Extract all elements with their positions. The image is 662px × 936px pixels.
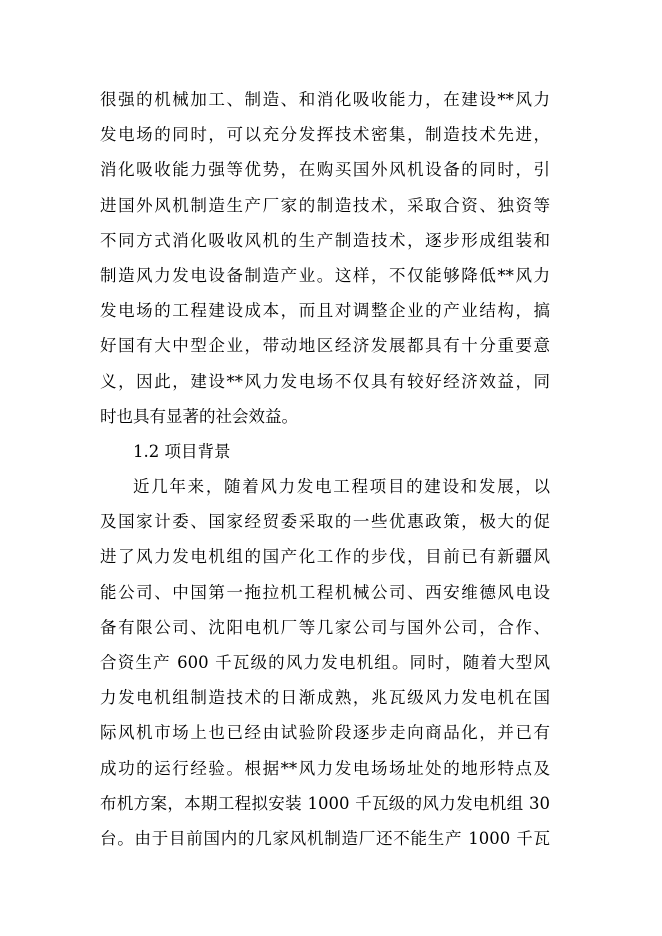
paragraph-1-line-5: 不同方式消化吸收风机的生产制造技术，逐步形成组装和: [100, 230, 550, 250]
paragraph-2-line-9: 成功的运行经验。根据**风力发电场场址处的地形特点及: [100, 758, 550, 778]
paragraph-2-line-6: 合资生产 600 千瓦级的风力发电机组。同时，随着大型风: [100, 653, 550, 672]
paragraph-2-line-10: 布机方案，本期工程拟安装 1000 千瓦级的风力发电机组 30: [100, 793, 550, 813]
section-heading: 1.2 项目背景: [133, 441, 231, 461]
paragraph-2-line-4: 能公司、中国第一拖拉机工程机械公司、西安维德风电设: [100, 582, 550, 602]
paragraph-1-line-2: 发电场的同时，可以充分发挥技术密集，制造技术先进，: [100, 125, 550, 145]
paragraph-2-line-5: 备有限公司、沈阳电机厂等几家公司与国外公司，合作、: [100, 617, 550, 637]
paragraph-1-line-4: 进国外风机制造生产厂家的制造技术，采取合资、独资等: [100, 195, 550, 215]
paragraph-2-line-8: 际风机市场上也已经由试验阶段逐步走向商品化，并已有: [100, 723, 550, 743]
paragraph-2-line-1: 近几年来，随着风力发电工程项目的建设和发展，以: [133, 477, 550, 497]
document-body: [100, 82, 550, 856]
paragraph-1-line-10: 时也具有显著的社会效益。: [100, 406, 298, 426]
paragraph-1-line-7: 发电场的工程建设成本，而且对调整企业的产业结构，搞: [100, 301, 550, 321]
paragraph-2-line-3: 进了风力发电机组的国产化工作的步伐，目前已有新疆风: [100, 547, 550, 567]
paragraph-1-line-8: 好国有大中型企业，带动地区经济发展都具有十分重要意: [100, 336, 550, 356]
paragraph-1-line-9: 义，因此，建设**风力发电场不仅具有较好经济效益，同: [100, 371, 550, 391]
paragraph-2-line-11: 台。由于目前国内的几家风机制造厂还不能生产 1000 千瓦: [100, 828, 550, 848]
paragraph-2-line-2: 及国家计委、国家经贸委采取的一些优惠政策，极大的促: [100, 512, 550, 532]
paragraph-1-line-3: 消化吸收能力强等优势，在购买国外风机设备的同时，引: [100, 160, 550, 180]
paragraph-1-line-6: 制造风力发电设备制造产业。这样，不仅能够降低**风力: [100, 265, 550, 285]
paragraph-2-line-7: 力发电机组制造技术的日渐成熟，兆瓦级风力发电机在国: [100, 688, 550, 708]
paragraph-1-line-1: 很强的机械加工、制造、和消化吸收能力，在建设**风力: [100, 90, 550, 109]
